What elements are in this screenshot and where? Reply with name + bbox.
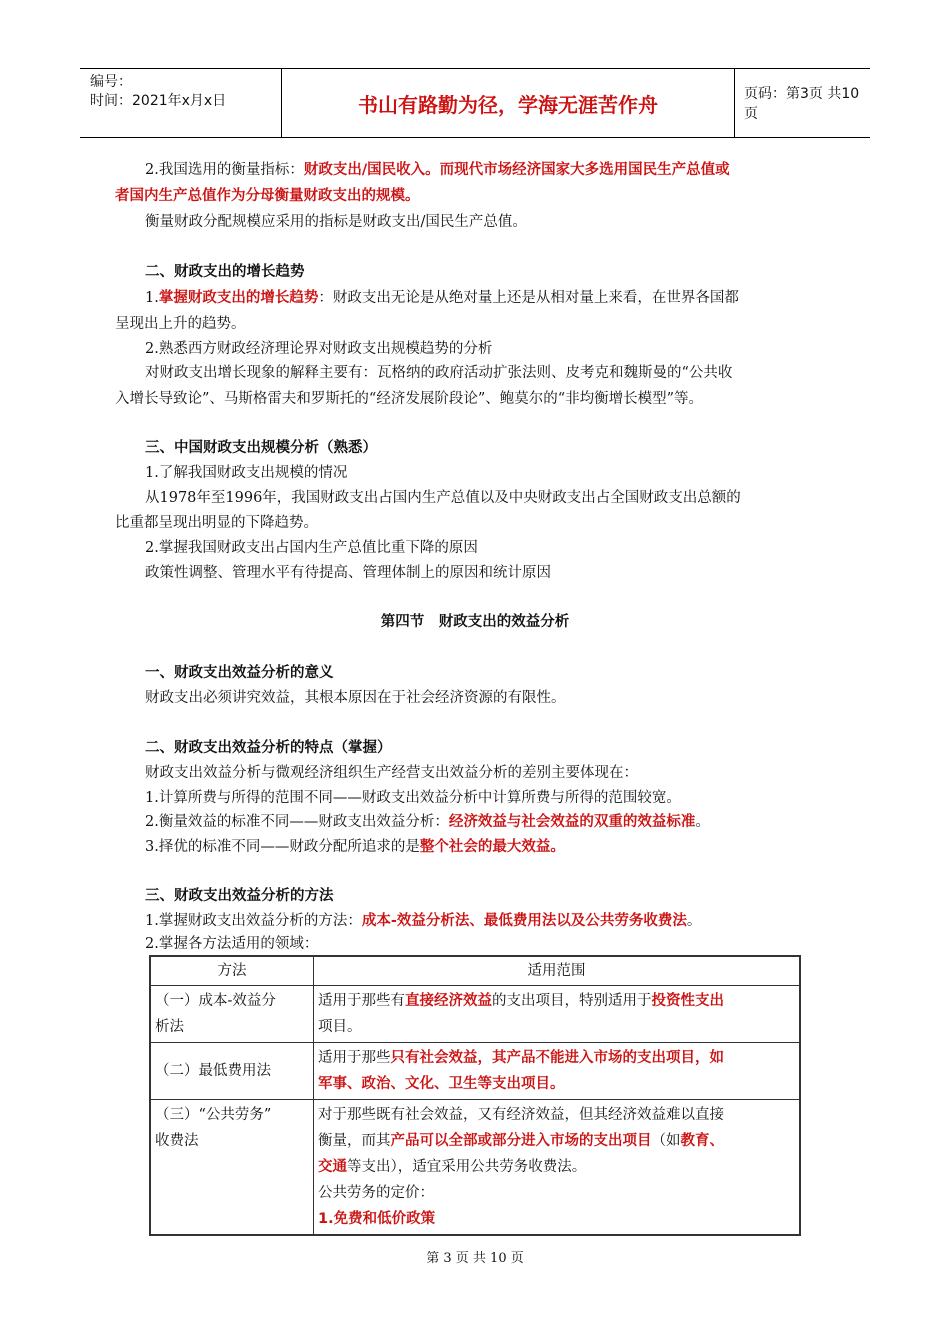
para-line xyxy=(145,911,701,931)
para-line xyxy=(145,160,730,180)
table-row xyxy=(150,1043,800,1100)
highlight-text: 整个社会的最大效益。 xyxy=(419,839,565,855)
highlight-text: 只有社会效益，其产品不能进入市场的支出项目，如 xyxy=(390,1050,724,1066)
header-motto: 书山有路勤为径，学海无涯苦作舟 xyxy=(282,69,735,137)
para-line: 2.掌握各方法适用的领域： xyxy=(145,936,319,952)
highlight-text: 投资性支出 xyxy=(651,993,724,1009)
para-line xyxy=(145,837,565,857)
para-line: 衡量财政分配规模应采用的指标是财政支出/国民生产总值。 xyxy=(145,214,527,230)
text: 公共劳务的定价： xyxy=(318,1185,434,1201)
section-heading: 三、中国财政支出规模分析（熟悉） xyxy=(145,440,377,456)
para-line: 1.计算所费与所得的范围不同——财政支出效益分析中计算所费与所得的范围较宽。 xyxy=(145,790,681,806)
text: 2.衡量效益的标准不同——财政支出效益分析： xyxy=(145,814,449,830)
text: ：财政支出无论是从绝对量上还是从相对量上来看，在世界各国都 xyxy=(318,290,739,306)
page-footer: 第 3 页 共 10 页 xyxy=(426,1251,524,1266)
page-header xyxy=(80,68,870,138)
methods-table xyxy=(149,955,801,1236)
text: 对于那些既有社会效益，又有经济效益，但其经济效益难以直接 xyxy=(318,1107,724,1123)
table-header-row xyxy=(150,956,800,986)
highlight-text: 财政支出/国民收入。而现代市场经济国家大多选用国民生产总值或 xyxy=(303,162,730,178)
text: 1.掌握财政支出效益分析的方法： xyxy=(145,913,362,929)
header-page-label: 页码：第3页 共10页 xyxy=(744,86,860,122)
highlight-text: 教育、 xyxy=(680,1133,724,1149)
text: 衡量，而其 xyxy=(318,1133,391,1149)
method-cell xyxy=(150,986,314,1043)
table-header-scope: 适用范围 xyxy=(314,956,801,986)
table-row xyxy=(150,1100,800,1236)
section-heading: 三、财政支出效益分析的方法 xyxy=(145,888,334,904)
para-line: 入增长导致论”、马斯格雷夫和罗斯托的“经济发展阶段论”、鲍莫尔的“非均衡增长模型”等。 xyxy=(115,391,704,407)
text: 适用于那些有 xyxy=(318,993,405,1009)
text: 3.择优的标准不同——财政分配所追求的是 xyxy=(145,839,420,855)
highlight-text: 军事、政治、文化、卫生等支出项目。 xyxy=(318,1076,565,1092)
para-line: 从1978年至1996年，我国财政支出占国内生产总值以及中央财政支出占全国财政支出总额的 xyxy=(145,490,741,506)
highlight-text: 交通 xyxy=(318,1159,347,1175)
section-heading: 二、财政支出的增长趋势 xyxy=(145,264,305,280)
table-header-method: 方法 xyxy=(150,956,314,986)
method-cell: （二）最低费用法 xyxy=(150,1043,314,1100)
text: （三）“公共劳务” xyxy=(155,1107,272,1123)
text: 1. xyxy=(145,290,159,306)
text: 。 xyxy=(686,913,702,929)
highlight-text: 成本-效益分析法、最低费用法以及公共劳务收费法 xyxy=(361,913,687,929)
section-heading: 一、财政支出效益分析的意义 xyxy=(145,665,334,681)
text: 。 xyxy=(695,814,710,830)
text: 析法 xyxy=(155,1019,184,1035)
table-row xyxy=(150,986,800,1043)
text: 2.我国选用的衡量指标： xyxy=(145,162,304,178)
para-line: 比重都呈现出明显的下降趋势。 xyxy=(115,515,318,531)
scope-cell xyxy=(314,986,801,1043)
highlight-text: 1.免费和低价政策 xyxy=(318,1211,436,1227)
text: 项目。 xyxy=(318,1019,362,1035)
text: （如 xyxy=(651,1133,681,1149)
para-line: 1.了解我国财政支出规模的情况 xyxy=(145,465,348,481)
para-line: 呈现出上升的趋势。 xyxy=(115,316,246,332)
number-label: 编号： xyxy=(90,74,132,90)
highlight-line: 者国内生产总值作为分母衡量财政支出的规模。 xyxy=(115,188,420,204)
highlight-text: 掌握财政支出的增长趋势 xyxy=(158,290,319,306)
para-line: 财政支出效益分析与微观经济组织生产经营支出效益分析的差别主要体现在： xyxy=(145,765,638,781)
para-line: 政策性调整、管理水平有待提高、管理体制上的原因和统计原因 xyxy=(145,565,551,581)
method-cell xyxy=(150,1100,314,1236)
para-line: 对财政支出增长现象的解释主要有：瓦格纳的政府活动扩张法则、皮考克和魏斯曼的“公共收 xyxy=(145,365,733,381)
para-line: 2.掌握我国财政支出占国内生产总值比重下降的原因 xyxy=(145,540,478,556)
section-heading: 二、财政支出效益分析的特点（掌握） xyxy=(145,740,392,756)
para-line: 财政支出必须讲究效益，其根本原因在于社会经济资源的有限性。 xyxy=(145,690,566,706)
para-line: 2.熟悉西方财政经济理论界对财政支出规模趋势的分析 xyxy=(145,341,493,357)
text: 等支出），适宜采用公共劳务收费法。 xyxy=(347,1159,587,1175)
highlight-text: 经济效益与社会效益的双重的效益标准 xyxy=(448,814,696,830)
scope-cell xyxy=(314,1043,801,1100)
section-title: 第四节 财政支出的效益分析 xyxy=(380,614,570,630)
highlight-text: 直接经济效益 xyxy=(405,993,492,1009)
header-meta xyxy=(80,69,282,137)
highlight-text: 产品可以全部或部分进入市场的支出项目 xyxy=(390,1133,652,1149)
text: 适用于那些 xyxy=(318,1050,391,1066)
para-line xyxy=(145,288,739,308)
time-label: 时间：2021年x月x日 xyxy=(90,93,227,109)
text: 的支出项目，特别适用于 xyxy=(492,993,652,1009)
para-line xyxy=(145,812,710,832)
scope-cell xyxy=(314,1100,801,1236)
text: （一）成本-效益分 xyxy=(155,993,276,1009)
text: 收费法 xyxy=(155,1133,199,1149)
